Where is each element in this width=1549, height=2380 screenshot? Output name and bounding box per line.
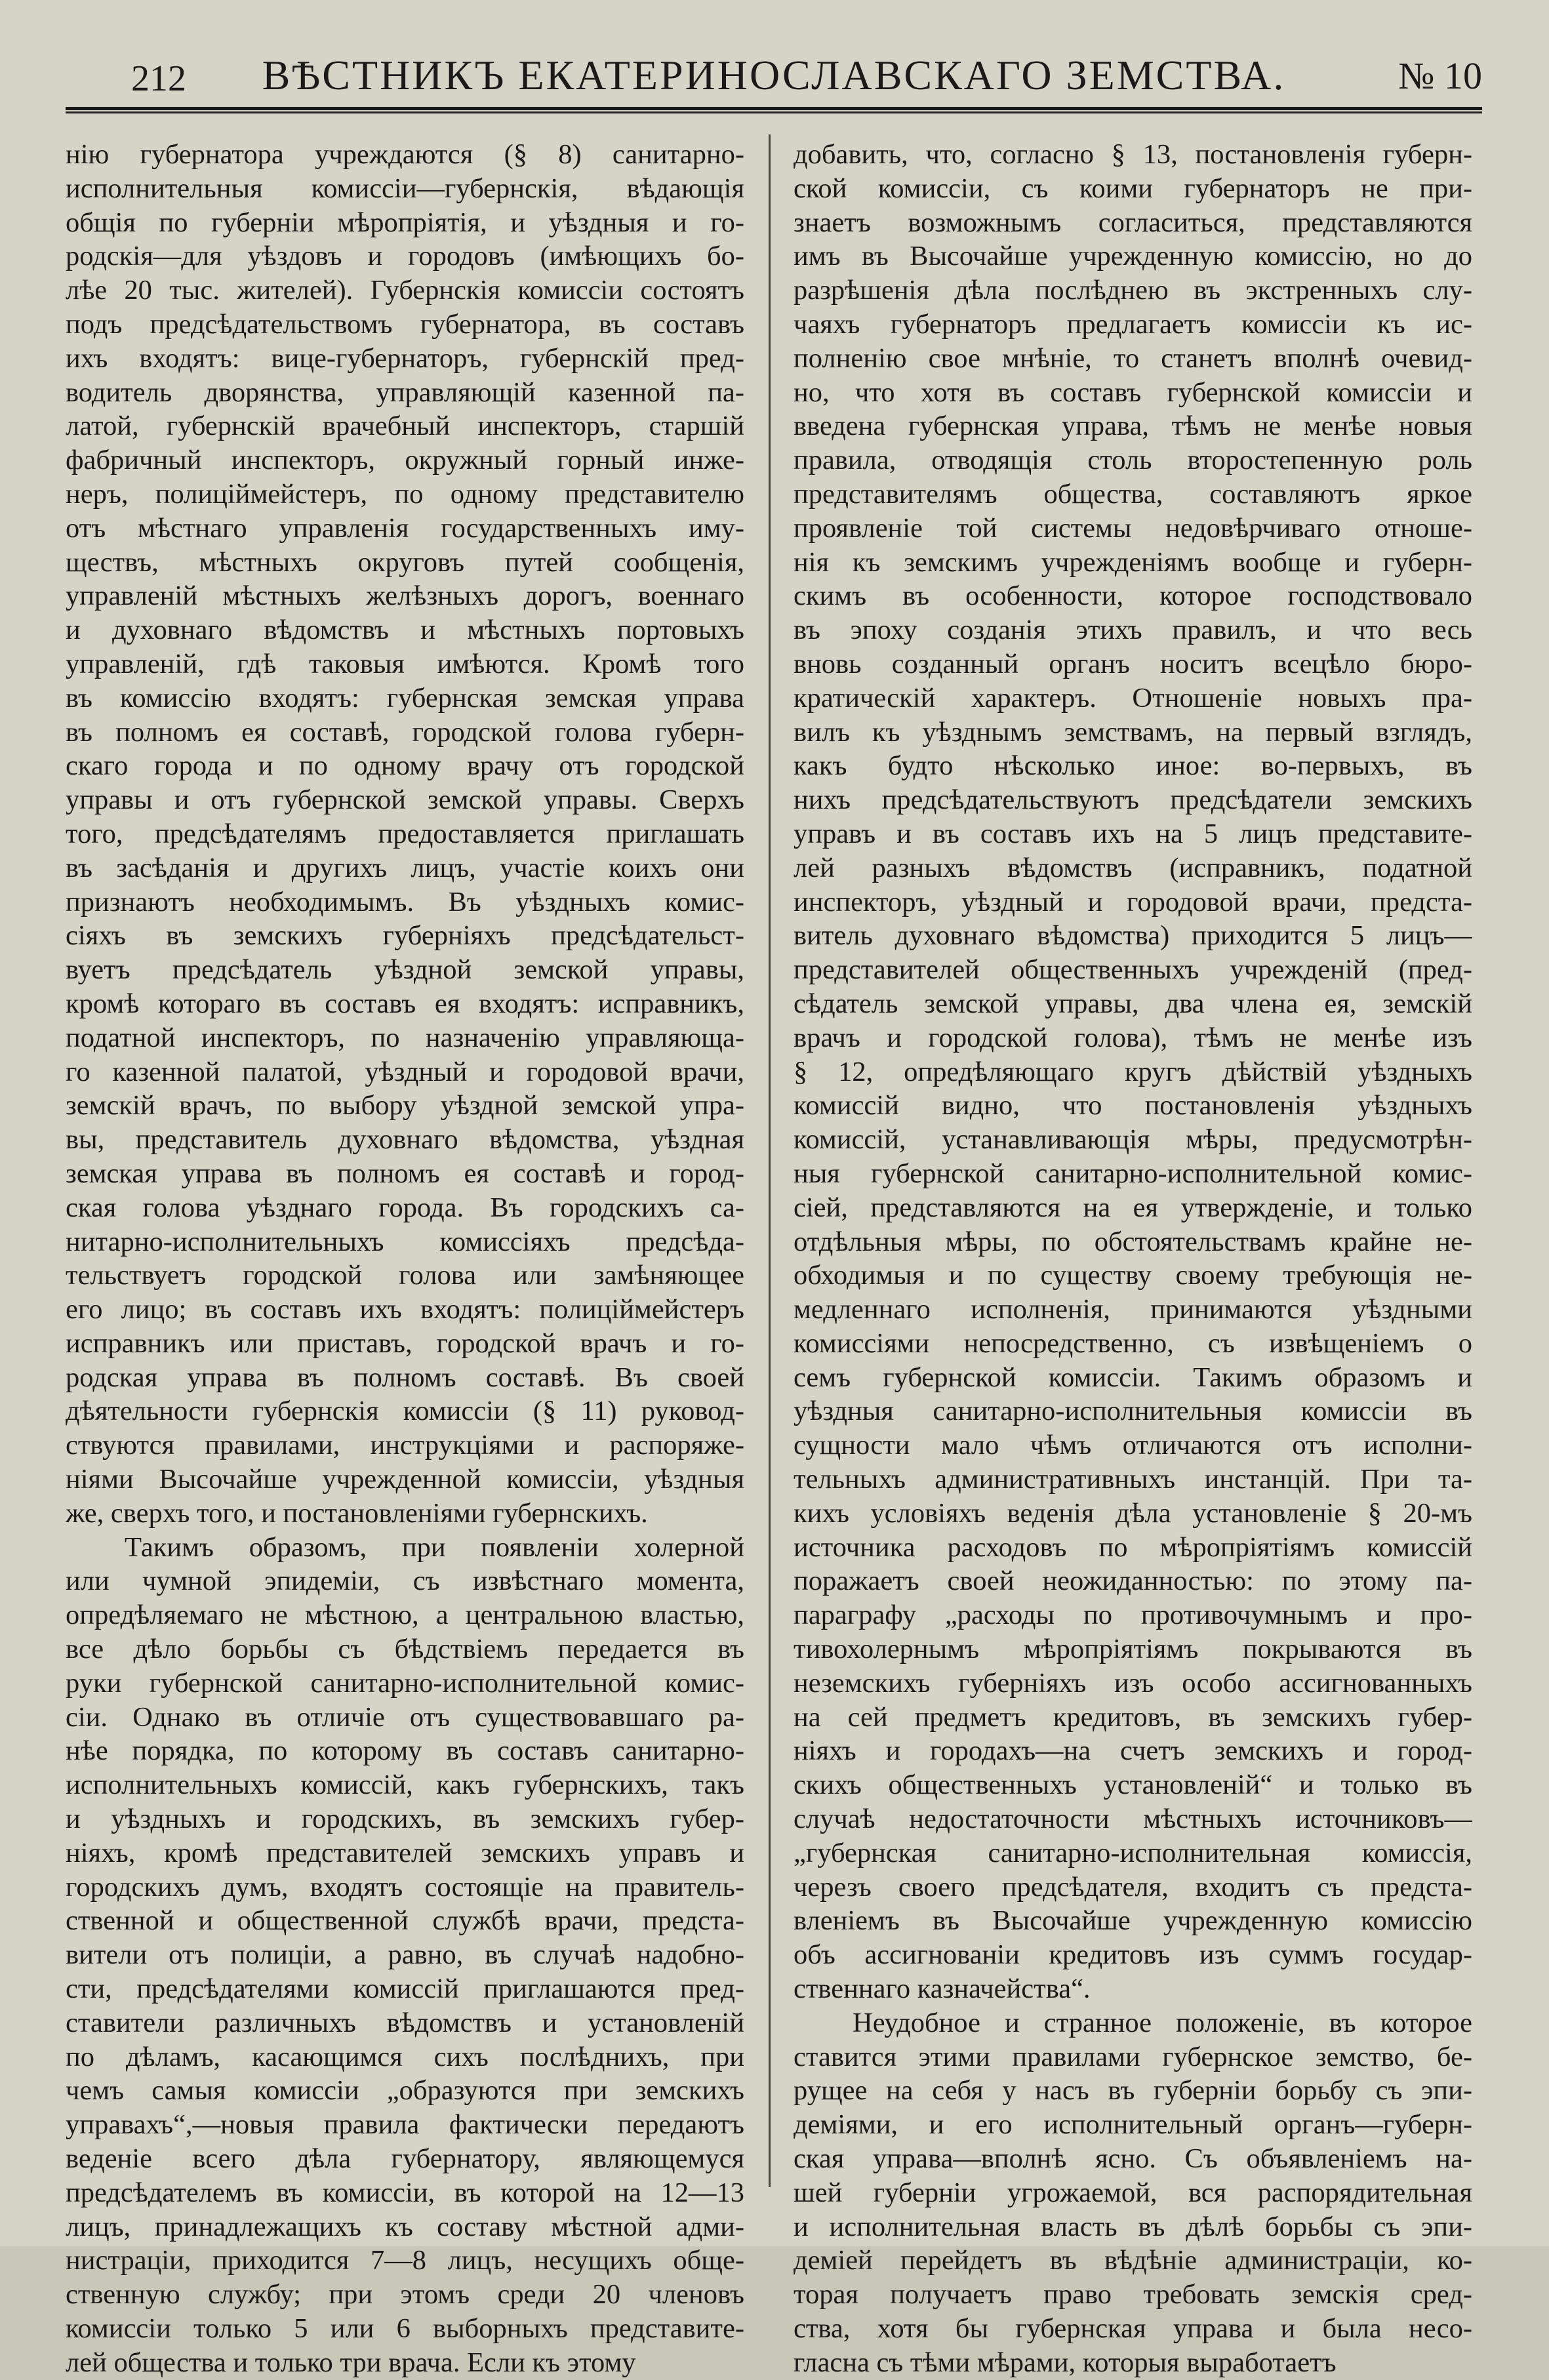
- text-line: управъ и въ составъ ихъ на 5 лицъ представите-: [794, 818, 1472, 849]
- text-line: тивохолернымъ мѣропріятіямъ покрываются въ: [794, 1634, 1472, 1665]
- text-line: вленіемъ въ Высочайше учрежденную комиссію: [794, 1905, 1472, 1937]
- text-line: вновь созданный органъ носитъ всецѣло бюро-: [794, 648, 1472, 679]
- text-line: имъ въ Высочайше учрежденную комиссію, но до: [794, 241, 1472, 272]
- text-line: ніяхъ и городахъ—на счетъ земскихъ и город-: [794, 1735, 1472, 1767]
- text-line: нистраціи, приходится 7—8 лицъ, несущихъ обще-: [66, 2245, 744, 2276]
- text-line: Такимъ образомъ, при появленіи холерной: [125, 1531, 744, 1563]
- text-line: тельныхъ административныхъ инстанцій. При та-: [794, 1464, 1472, 1495]
- text-line: го казенной палатой, уѣздный и городовой врачи,: [66, 1056, 744, 1087]
- page-number: 212: [131, 58, 186, 99]
- text-line: нитарно-исполнительныхъ комиссіяхъ предсѣда-: [66, 1226, 744, 1257]
- text-line: черезъ своего предсѣдателя, входитъ съ предста-: [794, 1871, 1472, 1903]
- text-line: нію губернатора учреждаются (§ 8) санитарно-: [66, 139, 744, 170]
- text-line: ставится этими правилами губернское земство, бе-: [794, 2041, 1472, 2072]
- text-line: § 12, опредѣляющаго кругъ дѣйствій уѣздныхъ: [794, 1056, 1472, 1087]
- text-line: земская управа въ полномъ ея составѣ и город-: [66, 1158, 744, 1189]
- text-line: ніяхъ, кромѣ представителей земскихъ управъ и: [66, 1837, 744, 1868]
- text-line: лей общества и только три врача. Если къ этому: [66, 2347, 636, 2378]
- text-line: сіяхъ въ земскихъ губерніяхъ предсѣдательст-: [66, 920, 744, 952]
- text-line: неземскихъ губерніяхъ изъ особо ассигнованныхъ: [794, 1667, 1472, 1699]
- text-line: городскихъ думъ, входятъ состоящіе на правитель-: [66, 1871, 744, 1903]
- page-header: [66, 39, 1482, 98]
- text-line: все дѣло борьбы съ бѣдствіемъ передается въ: [66, 1634, 744, 1665]
- text-line: земскій врачъ, по выбору уѣздной земской упра-: [66, 1090, 744, 1121]
- text-line: ніями Высочайше учрежденной комиссіи, уѣздныя: [66, 1464, 744, 1495]
- text-line: источника расходовъ по мѣропріятіямъ комиссій: [794, 1531, 1472, 1563]
- text-line: правила, отводящія столь второстепенную роль: [794, 445, 1472, 476]
- text-line: латой, губернскій врачебный инспекторъ, старшій: [66, 411, 744, 442]
- text-line: Неудобное и странное положеніе, въ которое: [853, 2007, 1472, 2038]
- text-line: дѣятельности губернскія комиссіи (§ 11) руковод-: [66, 1396, 744, 1427]
- text-line: лицъ, принадлежащихъ къ составу мѣстной адми-: [66, 2211, 744, 2242]
- text-line: разрѣшенія дѣла послѣднею въ экстренныхъ слу-: [794, 275, 1472, 306]
- text-line: вители отъ полиціи, а равно, въ случаѣ надобно-: [66, 1939, 744, 1971]
- text-line: медленнаго исполненія, принимаются уѣздными: [794, 1294, 1472, 1325]
- text-line: отдѣльныя мѣры, по обстоятельствамъ крайне не-: [794, 1226, 1472, 1257]
- text-line: веденіе всего дѣла губернатору, являющемуся: [66, 2143, 744, 2175]
- text-line: какъ будто нѣсколько иное: во-первыхъ, въ: [794, 750, 1472, 782]
- text-line: и духовнаго вѣдомствъ и мѣстныхъ портовыхъ: [66, 615, 744, 646]
- text-line: деміями, и его исполнительный органъ—губерн-: [794, 2109, 1472, 2141]
- text-line: чемъ самыя комиссіи „образуются при земскихъ: [66, 2075, 744, 2107]
- text-line: исправникъ или приставъ, городской врачъ и го-: [66, 1327, 744, 1359]
- text-line: представителей общественныхъ учрежденій (пред-: [794, 954, 1472, 986]
- text-line: или чумной эпидеміи, съ извѣстнаго момента,: [66, 1565, 744, 1597]
- text-line: ставители различныхъ вѣдомствъ и установленій: [66, 2007, 744, 2038]
- text-line: признаютъ необходимымъ. Въ уѣздныхъ комис-: [66, 886, 744, 918]
- text-line: но, что хотя въ составъ губернской комиссіи и: [794, 376, 1472, 408]
- text-line: тельствуетъ городской голова или замѣняющее: [66, 1260, 744, 1291]
- text-line: комиссіями непосредственно, съ извѣщеніемъ о: [794, 1327, 1472, 1359]
- text-line: ства, хотя бы губернская управа и была несо-: [794, 2313, 1472, 2344]
- text-line: фабричный инспекторъ, окружный горный инже-: [66, 445, 744, 476]
- journal-title: ВѢСТНИКЪ ЕКАТЕРИНОСЛАВСКАГО ЗЕМСТВА.: [262, 52, 1286, 98]
- text-line: подъ предсѣдательствомъ губернатора, въ составъ: [66, 308, 744, 340]
- text-line: ственнаго казначейства“.: [794, 1973, 1091, 2005]
- text-line: въ комиссію входятъ: губернская земская управа: [66, 682, 744, 714]
- text-line: инспекторъ, уѣздный и городовой врачи, предста-: [794, 886, 1472, 918]
- text-line: управахъ“,—новыя правила фактически передаютъ: [66, 2109, 744, 2141]
- text-line: сіи. Однако въ отличіе отъ существовавшаго ра-: [66, 1701, 744, 1733]
- text-line: проявленіе той системы недовѣрчиваго отноше-: [794, 512, 1472, 544]
- text-line: чаяхъ губернаторъ предлагаетъ комиссіи къ ис-: [794, 308, 1472, 340]
- text-line: податной инспекторъ, по назначенію управляюща-: [66, 1022, 744, 1053]
- text-line: сіей, представляются на ея утвержденіе, и только: [794, 1192, 1472, 1223]
- text-line: управленій мѣстныхъ желѣзныхъ дорогъ, военнаго: [66, 580, 744, 612]
- text-line: же, сверхъ того, и постановленіями губернскихъ.: [66, 1497, 648, 1529]
- text-line: ствуются правилами, инструкціями и распоряже-: [66, 1430, 744, 1461]
- text-line: гласна съ тѣми мѣрами, которыя выработаетъ: [794, 2347, 1337, 2378]
- text-line: случаѣ недостаточности мѣстныхъ источниковъ—: [794, 1804, 1472, 1835]
- text-line: рущее на себя у насъ въ губерніи борьбу съ эпи-: [794, 2075, 1472, 2107]
- text-line: ществъ, мѣстныхъ округовъ путей сообщенія,: [66, 546, 744, 578]
- text-line: управленій, гдѣ таковыя имѣются. Кромѣ того: [66, 648, 744, 679]
- text-line: поражаетъ своей неожиданностью: по этому па-: [794, 1565, 1472, 1597]
- text-line: въ полномъ ея составѣ, городской голова губерн-: [66, 716, 744, 748]
- text-line: на сей предметъ кредитовъ, въ земскихъ губер-: [794, 1701, 1472, 1733]
- text-line: неръ, полиціймейстеръ, по одному представителю: [66, 478, 744, 510]
- text-line: торая получаетъ право требовать земскія сред-: [794, 2279, 1472, 2310]
- text-line: вилъ къ уѣзднымъ земствамъ, на первый взглядъ,: [794, 716, 1472, 748]
- text-line: ская управа—вполнѣ ясно. Съ объявленіемъ на-: [794, 2143, 1472, 2175]
- text-line: деміей перейдетъ въ вѣдѣніе администраціи, ко-: [794, 2245, 1472, 2276]
- text-line: общія по губерніи мѣропріятія, и уѣздныя и го-: [66, 207, 744, 238]
- text-line: кратическій характеръ. Отношеніе новыхъ пра-: [794, 682, 1472, 714]
- text-line: сущности мало чѣмъ отличаются отъ исполни-: [794, 1430, 1472, 1461]
- text-line: уѣздныя санитарно-исполнительныя комиссіи въ: [794, 1396, 1472, 1427]
- text-line: кихъ условіяхъ веденія дѣла установленіе § 20-мъ: [794, 1497, 1472, 1529]
- text-line: нія къ земскимъ учрежденіямъ вообще и губерн-: [794, 546, 1472, 578]
- text-line: нихъ предсѣдательствуютъ предсѣдатели земскихъ: [794, 784, 1472, 816]
- issue-number: № 10: [1398, 54, 1482, 97]
- text-line: шей губерніи угрожаемой, вся распорядительная: [794, 2177, 1472, 2208]
- text-line: полненію свое мнѣніе, то станетъ вполнѣ очевид-: [794, 342, 1472, 374]
- text-line: лей разныхъ вѣдомствъ (исправникъ, податной: [794, 852, 1472, 883]
- text-line: скаго города и по одному врачу отъ городской: [66, 750, 744, 782]
- text-line: врачъ и городской голова), тѣмъ не менѣе изъ: [794, 1022, 1472, 1053]
- text-line: семъ губернской комиссіи. Такимъ образомъ и: [794, 1361, 1472, 1393]
- text-line: управы и отъ губернской земской управы. Сверхъ: [66, 784, 744, 816]
- text-line: ская голова уѣзднаго города. Въ городскихъ са-: [66, 1192, 744, 1223]
- text-line: въ эпоху созданія этихъ правилъ, и что весь: [794, 615, 1472, 646]
- text-line: въ засѣданія и другихъ лицъ, участіе коихъ они: [66, 852, 744, 883]
- text-line: кромѣ котораго въ составъ ея входятъ: исправникъ,: [66, 988, 744, 1019]
- text-line: скихъ общественныхъ установленій“ и только въ: [794, 1769, 1472, 1801]
- text-line: его лицо; въ составъ ихъ входятъ: полиціймейстеръ: [66, 1294, 744, 1325]
- text-line: сѣдатель земской управы, два члена ея, земскій: [794, 988, 1472, 1019]
- right-column: [794, 138, 1472, 2378]
- text-line: руки губернской санитарно-исполнительной комис-: [66, 1667, 744, 1699]
- text-line: отъ мѣстнаго управленія государственныхъ иму-: [66, 512, 744, 544]
- text-line: добавить, что, согласно § 13, постановленія губерн-: [794, 139, 1472, 170]
- text-line: исполнительныя комиссіи—губернскія, вѣдающія: [66, 172, 744, 204]
- text-line: нѣе порядка, по которому въ составъ санитарно-: [66, 1735, 744, 1767]
- text-line: параграфу „расходы по противочумнымъ и про-: [794, 1600, 1472, 1631]
- text-line: предсѣдателемъ въ комиссіи, въ которой на 12—13: [66, 2177, 744, 2208]
- text-line: опредѣляемаго не мѣстною, а центральною властью,: [66, 1600, 744, 1631]
- text-line: ихъ входятъ: вице-губернаторъ, губернскій пред-: [66, 342, 744, 374]
- text-line: введена губернская управа, тѣмъ не менѣе новыя: [794, 411, 1472, 442]
- text-line: ныя губернской санитарно-исполнительной комис-: [794, 1158, 1472, 1189]
- text-line: родская управа въ полномъ составѣ. Въ своей: [66, 1361, 744, 1393]
- text-line: ственную службу; при этомъ среди 20 членовъ: [66, 2279, 744, 2310]
- text-line: знаетъ возможнымъ согласиться, представляются: [794, 207, 1472, 238]
- text-line: витель духовнаго вѣдомства) приходится 5 лицъ—: [794, 920, 1472, 952]
- text-line: „губернская санитарно-исполнительная комиссія,: [794, 1837, 1472, 1868]
- text-line: ской комиссіи, съ коими губернаторъ не при-: [794, 172, 1472, 204]
- column-divider: [769, 134, 771, 2187]
- text-line: лѣе 20 тыс. жителей). Губернскія комиссіи состоятъ: [66, 275, 744, 306]
- text-line: комиссій, устанавливающія мѣры, предусмотрѣн-: [794, 1124, 1472, 1156]
- text-line: сти, предсѣдателями комиссій приглашаются пред-: [66, 1973, 744, 2005]
- text-line: того, предсѣдателямъ предоставляется приглашать: [66, 818, 744, 849]
- text-line: вуетъ предсѣдатель уѣздной земской управы,: [66, 954, 744, 986]
- text-line: скимъ въ особенности, которое господствовало: [794, 580, 1472, 612]
- text-line: по дѣламъ, касающимся сихъ послѣднихъ, при: [66, 2041, 744, 2072]
- header-rule: [66, 107, 1482, 113]
- text-line: родскія—для уѣздовъ и городовъ (имѣющихъ бо-: [66, 241, 744, 272]
- text-line: водитель дворянства, управляющій казенной па-: [66, 376, 744, 408]
- text-line: комиссіи только 5 или 6 выборныхъ представите-: [66, 2313, 744, 2344]
- text-line: комиссій видно, что постановленія уѣздныхъ: [794, 1090, 1472, 1121]
- text-line: объ ассигнованіи кредитовъ изъ суммъ государ-: [794, 1939, 1472, 1971]
- left-column: [66, 138, 744, 2378]
- text-line: представителямъ общества, составляютъ яркое: [794, 478, 1472, 510]
- text-line: ственной и общественной службѣ врачи, предста-: [66, 1905, 744, 1937]
- text-line: вы, представитель духовнаго вѣдомства, уѣздная: [66, 1124, 744, 1156]
- text-line: обходимыя и по существу своему требующія не-: [794, 1260, 1472, 1291]
- text-line: и исполнительная власть въ дѣлѣ борьбы съ эпи-: [794, 2211, 1472, 2242]
- text-line: и уѣздныхъ и городскихъ, въ земскихъ губер-: [66, 1804, 744, 1835]
- text-line: исполнительныхъ комиссій, какъ губернскихъ, такъ: [66, 1769, 744, 1801]
